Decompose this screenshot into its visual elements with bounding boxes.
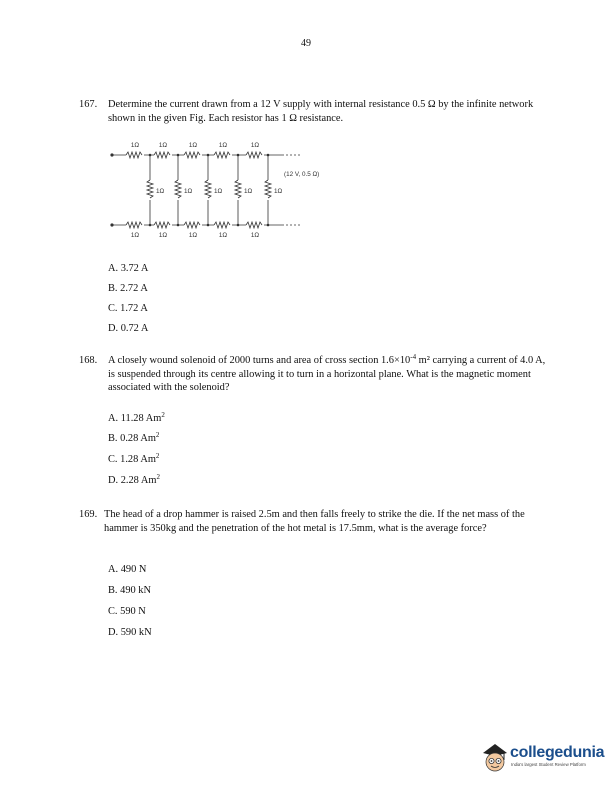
logo-tagline: India's largest Student Review Platform [511, 762, 586, 767]
question-168-number: 168. [79, 355, 98, 366]
question-168-option-c-text: C. 1.28 Am [108, 454, 156, 465]
top-resistor-label-4: 1Ω [218, 142, 228, 149]
top-resistor-label-2: 1Ω [158, 142, 168, 149]
shunt-resistor-label-4: 1Ω [244, 188, 253, 195]
shunt-resistor-label-2: 1Ω [184, 188, 193, 195]
logo-wordmark: collegedunia [510, 744, 605, 761]
question-168-option-b [108, 432, 159, 446]
page-number: 49 [301, 38, 311, 49]
question-167-option-b: B. 2.72 A [108, 283, 148, 294]
question-168-text-part-1: A closely wound solenoid of 2000 turns and area of cross section 1.6×10 [108, 355, 411, 366]
question-168-option-a-text: A. 11.28 Am [108, 413, 162, 424]
question-169-option-d: D. 590 kN [108, 627, 152, 638]
question-169-text: The head of a drop hammer is raised 2.5m and then falls freely to strike the die. If the net mass of the hammer is 350kg and the penetration of the hot metal is 17.5mm, what is the average force? [104, 509, 525, 534]
question-167-option-d: D. 0.72 A [108, 323, 149, 334]
supply-label: (12 V, 0.5 Ω) [284, 171, 320, 178]
question-169-option-c: C. 590 N [108, 606, 146, 617]
bottom-resistor-label-3: 1Ω [188, 232, 198, 239]
question-168-option-b-text: B. 0.28 Am [108, 433, 156, 444]
shunt-resistor-label-5: 1Ω [274, 188, 283, 195]
question-168-text-part-2: m² carrying a current of 4.0 A, is suspended through its centre allowing it to turn in a horizontal plane. What is the magnetic moment associated with the solenoid? [108, 355, 546, 394]
top-resistor-label-5: 1Ω [250, 142, 260, 149]
question-167-number: 167. [79, 99, 98, 110]
shunt-resistor-label-1: 1Ω [156, 188, 165, 195]
question-167-text: Determine the current drawn from a 12 V supply with internal resistance 0.5 Ω by the infinite network shown in the given Fig. Each resistor has 1 Ω resistance. [108, 99, 534, 124]
question-169-number: 169. [79, 509, 98, 520]
question-168-option-a [108, 412, 165, 426]
question-169-option-b: B. 490 kN [108, 585, 152, 596]
question-168-option-d [108, 474, 160, 488]
top-resistor-label-3: 1Ω [188, 142, 198, 149]
bottom-resistor-label-5: 1Ω [250, 232, 260, 239]
question-168-option-c [108, 453, 159, 467]
question-168-text [108, 354, 548, 395]
bottom-resistor-label-1: 1Ω [130, 232, 140, 239]
question-168-option-d-exponent: 2 [156, 473, 160, 481]
question-168-exponent: -4 [410, 353, 417, 361]
collegedunia-logo [480, 741, 605, 775]
infinite-resistor-network-figure [110, 135, 340, 243]
bottom-resistor-label-2: 1Ω [158, 232, 168, 239]
question-168-option-a-exponent: 2 [161, 411, 165, 419]
question-168-option-d-text: D. 2.28 Am [108, 475, 157, 486]
bottom-resistor-label-4: 1Ω [218, 232, 228, 239]
mascot-icon [480, 741, 510, 775]
question-167-option-c: C. 1.72 A [108, 303, 148, 314]
question-168-option-c-exponent: 2 [155, 452, 160, 460]
question-167-option-a: A. 3.72 A [108, 263, 149, 274]
question-168-option-b-exponent: 2 [155, 431, 160, 439]
top-resistor-label-1: 1Ω [130, 142, 140, 149]
question-169-option-a: A. 490 N [108, 564, 147, 575]
shunt-resistor-label-3: 1Ω [214, 188, 223, 195]
